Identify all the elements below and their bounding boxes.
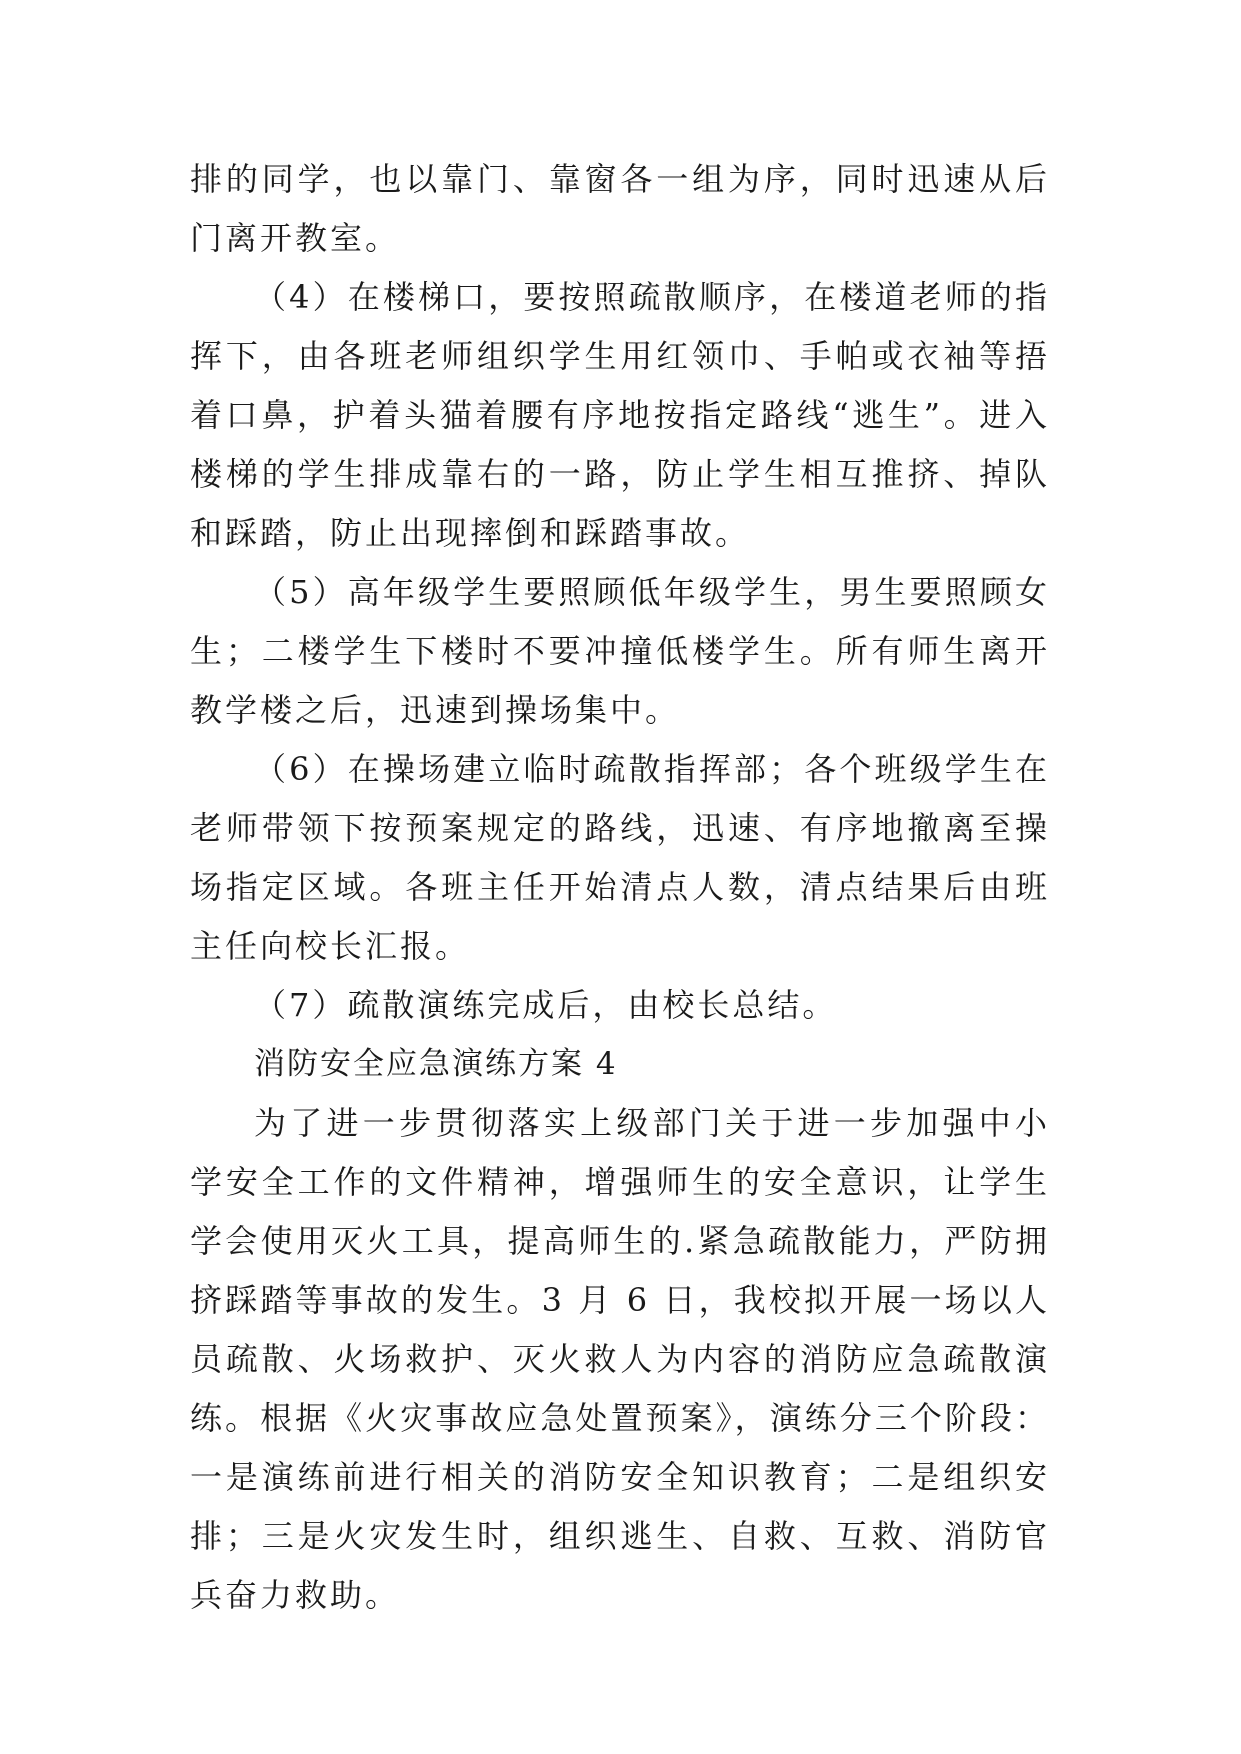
paragraph-item-7: （7）疏散演练完成后，由校长总结。	[254, 986, 838, 1024]
paragraph-continuation: 排的同学，也以靠门、靠窗各一组为序，同时迅速从后门离开教室。	[190, 160, 1050, 257]
section-heading: 消防安全应急演练方案 4	[254, 1046, 618, 1082]
paragraph-item-4: （4）在楼梯口，要按照疏散顺序，在楼道老师的指挥下，由各班老师组织学生用红领巾、手帕或衣袖等捂着口鼻，护着头猫着腰有序地按指定路线“逃生”。进入楼梯的学生排成靠右的一路，防止学生相互推挤、掉队和踩踏，防止出现摔倒和踩踏事故。	[190, 278, 1050, 552]
paragraph-item-6: （6）在操场建立临时疏散指挥部；各个班级学生在老师带领下按预案规定的路线，迅速、有序地撤离至操场指定区域。各班主任开始清点人数，清点结果后由班主任向校长汇报。	[190, 750, 1050, 965]
paragraph-item-5: （5）高年级学生要照顾低年级学生，男生要照顾女生；二楼学生下楼时不要冲撞低楼学生。所有师生离开教学楼之后，迅速到操场集中。	[190, 573, 1050, 729]
section-intro-paragraph: 为了进一步贯彻落实上级部门关于进一步加强中小学安全工作的文件精神，增强师生的安全意识，让学生学会使用灭火工具，提高师生的.紧急疏散能力，严防拥挤踩踏等事故的发生。3 月 6 日，我校拟开展一场以人员疏散、火场救护、灭火救人为内容的消防应急疏散演练。根据《火灾事故应急处置预案》，演练分三个阶段：一是演练前进行相关的消防安全知识教育；二是组织安排；三是火灾发生时，组织逃生、自救、互救、消防官兵奋力救助。	[190, 1104, 1050, 1614]
document-body	[190, 150, 1050, 1625]
